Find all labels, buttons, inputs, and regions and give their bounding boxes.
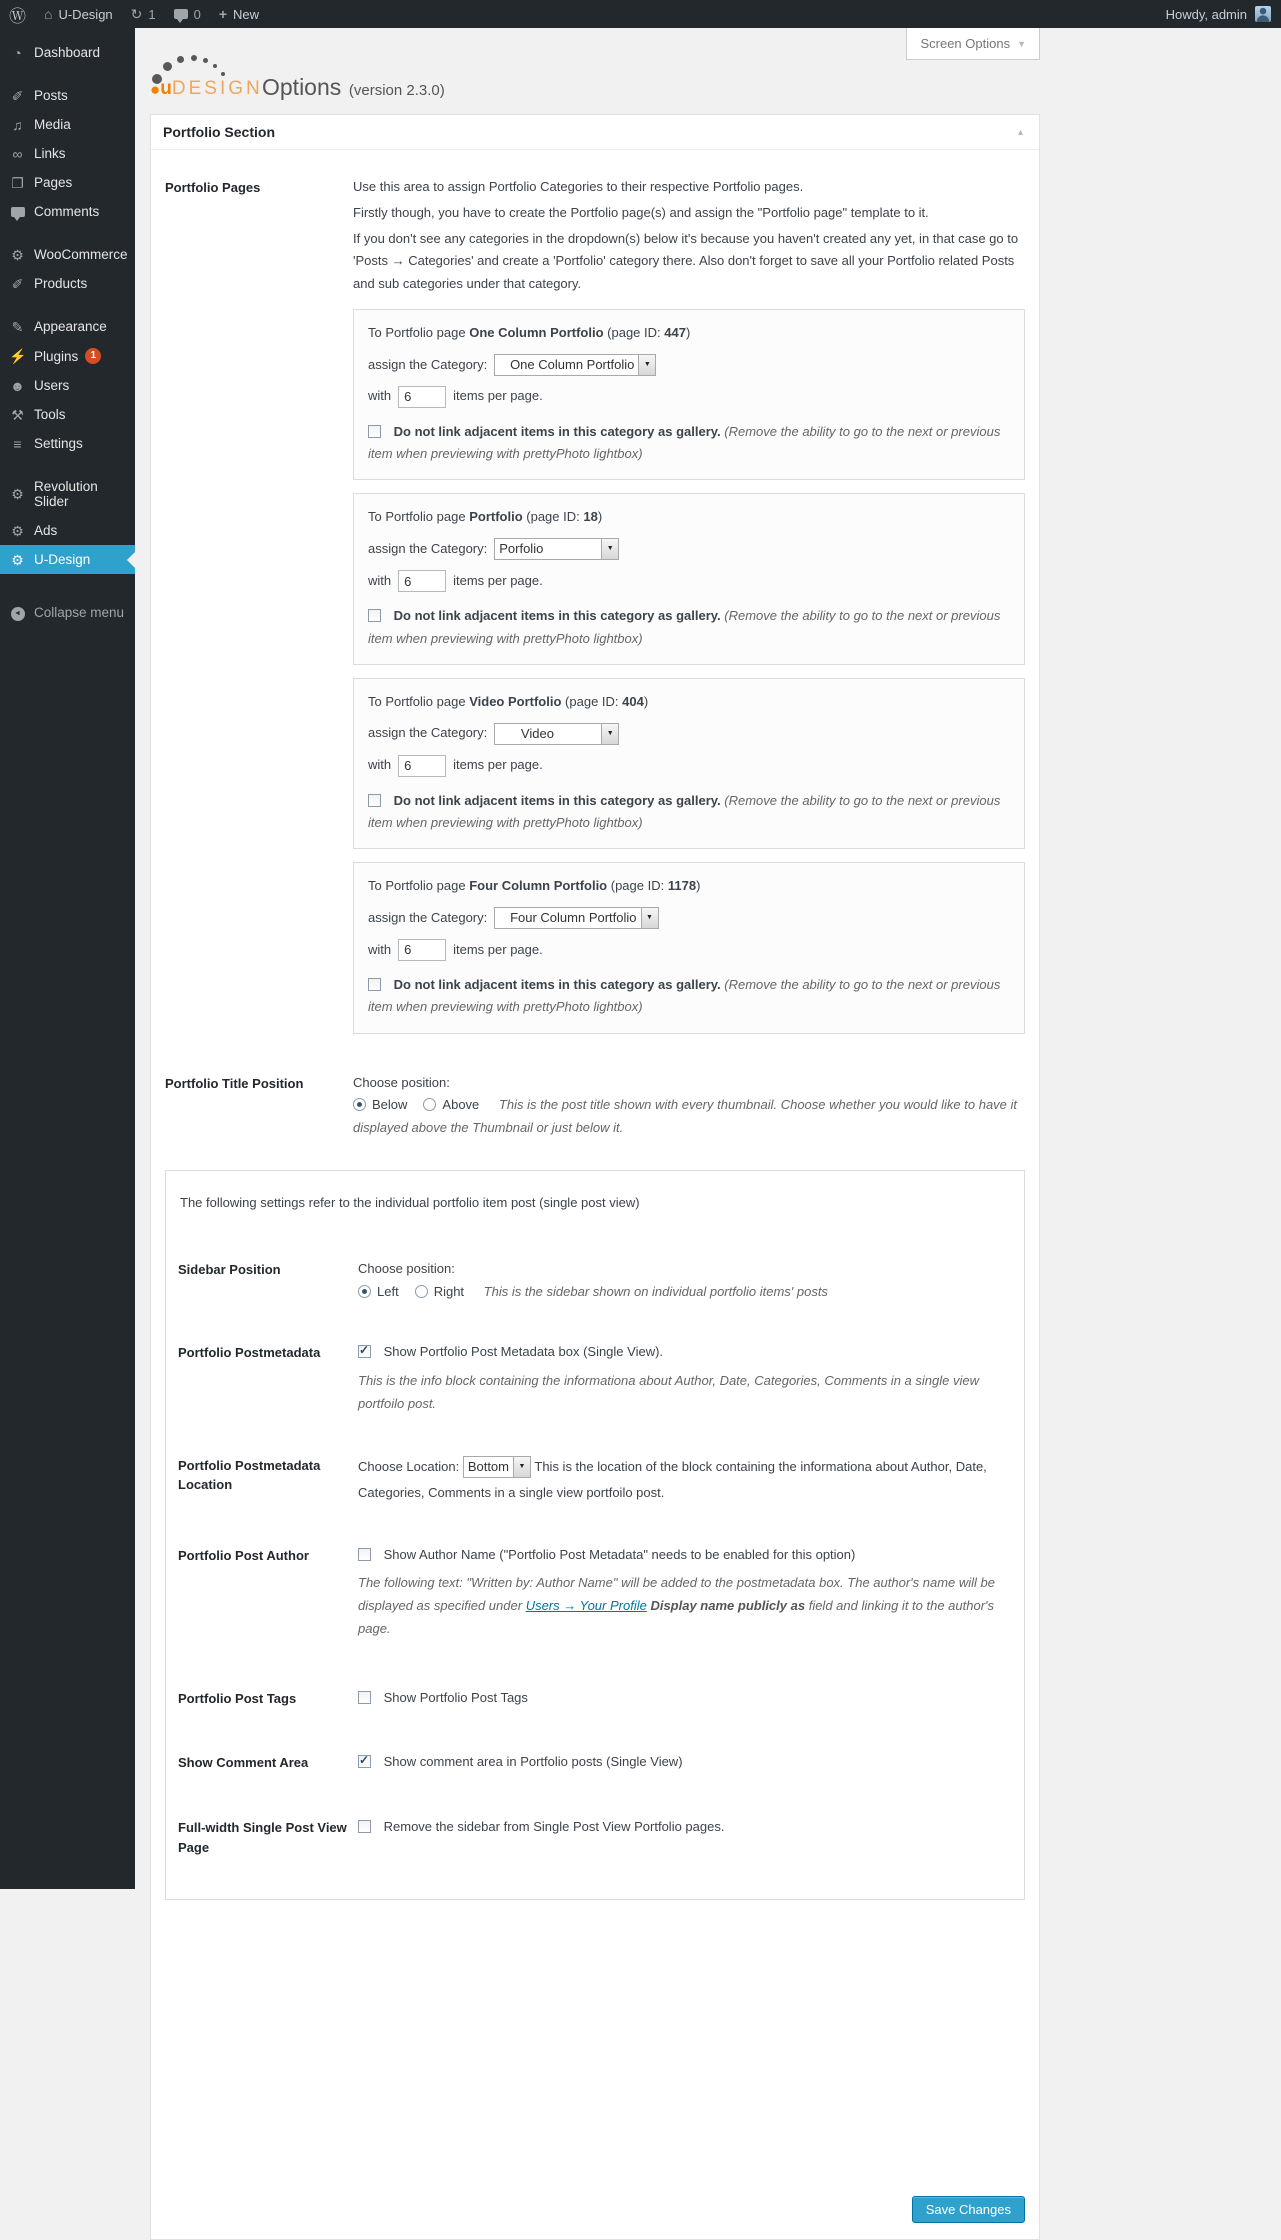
gallery-checkbox-label: Do not link adjacent items in this category as gallery. bbox=[393, 792, 721, 808]
sidebar-item-label: Plugins bbox=[34, 348, 79, 364]
gallery-checkbox-label: Do not link adjacent items in this category as gallery. bbox=[393, 608, 721, 624]
sidebar-position-options bbox=[358, 1281, 1024, 1304]
gallery-option-line bbox=[368, 974, 1010, 1018]
choose-position-label: Choose position: bbox=[358, 1260, 455, 1276]
show-postmetadata-checkbox[interactable] bbox=[358, 1345, 371, 1358]
pages-icon: ❐ bbox=[11, 174, 24, 191]
show-comments-label: Show comment area in Portfolio posts (Single View) bbox=[383, 1754, 683, 1770]
select-value: Four Column Portfolio bbox=[499, 910, 637, 926]
show-postmetadata-label: Show Portfolio Post Metadata box (Single View). bbox=[383, 1344, 664, 1360]
items-per-page-input[interactable] bbox=[398, 939, 446, 961]
sidebar-item-label: Appearance bbox=[34, 319, 107, 334]
items-per-page-input[interactable] bbox=[398, 386, 446, 408]
box-close-paren: ) bbox=[696, 878, 701, 894]
collapse-panel-icon[interactable]: ▴ bbox=[1017, 126, 1023, 138]
show-tags-checkbox[interactable] bbox=[358, 1691, 371, 1704]
remove-sidebar-checkbox[interactable] bbox=[358, 1820, 371, 1833]
portfolio-section-panel bbox=[150, 114, 1040, 2240]
gallery-checkbox-note: (Remove the ability to go to the next or previous item when previewing with prettyPhoto lightbox) bbox=[368, 792, 1001, 830]
users-profile-link[interactable]: Users → Your Profile bbox=[525, 1598, 647, 1613]
comments-count: 0 bbox=[193, 6, 201, 22]
box-page-id-label: (page ID: bbox=[607, 324, 661, 340]
save-row bbox=[151, 2196, 1039, 2223]
gear-icon: ⚙ bbox=[11, 522, 24, 539]
box-title bbox=[368, 691, 1010, 714]
plus-icon: + bbox=[218, 6, 228, 22]
row-content bbox=[358, 1341, 1024, 1415]
sidebar-item-label: Dashboard bbox=[34, 45, 101, 60]
gallery-link-checkbox[interactable] bbox=[368, 978, 381, 991]
user-icon: ☻ bbox=[10, 377, 25, 394]
select-arrow-icon: ▼ bbox=[638, 355, 655, 375]
items-per-page-input[interactable] bbox=[398, 570, 446, 592]
radio-below[interactable] bbox=[353, 1098, 366, 1111]
site-link[interactable] bbox=[35, 0, 122, 28]
items-label: items per page. bbox=[453, 388, 543, 404]
chain-icon: ∞ bbox=[12, 145, 23, 162]
box-title-prefix: To Portfolio page bbox=[368, 693, 466, 709]
sidebar-item-label: Comments bbox=[34, 204, 100, 219]
panel-title: Portfolio Section bbox=[163, 124, 275, 140]
page-header bbox=[150, 52, 1281, 100]
gallery-checkbox-note: (Remove the ability to go to the next or previous item when previewing with prettyPhoto lightbox) bbox=[368, 977, 1001, 1015]
media-icon: ♫ bbox=[12, 116, 23, 133]
category-select[interactable] bbox=[494, 723, 619, 745]
single-post-settings-box bbox=[165, 1170, 1025, 1900]
box-close-paren: ) bbox=[597, 509, 603, 525]
sidebar-item-u-design[interactable] bbox=[0, 545, 135, 574]
gallery-checkbox-label: Do not link adjacent items in this category as gallery. bbox=[393, 424, 721, 439]
gallery-checkbox-note: (Remove the ability to go to the next or previous item when previewing with prettyPhoto lightbox) bbox=[368, 424, 1001, 462]
menu-separator bbox=[0, 226, 135, 240]
post-author-option bbox=[358, 1544, 1024, 1567]
sidebar-item-posts[interactable] bbox=[0, 81, 135, 110]
box-title bbox=[368, 506, 1010, 529]
select-arrow-icon: ▼ bbox=[641, 908, 658, 928]
portfolio-page-box-portfolio bbox=[353, 493, 1025, 664]
items-label: items per page. bbox=[453, 941, 543, 957]
sidebar-item-plugins[interactable] bbox=[0, 341, 135, 371]
with-label: with bbox=[368, 757, 392, 773]
logo-text bbox=[150, 79, 263, 98]
choose-position-label: Choose position: bbox=[353, 1074, 450, 1090]
row-content bbox=[358, 1258, 1024, 1304]
comment-area-row bbox=[166, 1751, 1024, 1774]
sidebar-item-ads[interactable] bbox=[0, 516, 135, 545]
box-page-id: 404 bbox=[622, 693, 644, 709]
with-label: with bbox=[368, 572, 392, 588]
collapse-menu-button[interactable] bbox=[0, 596, 135, 628]
gallery-checkbox-label: Do not link adjacent items in this category as gallery. bbox=[393, 977, 721, 993]
box-close-paren: ) bbox=[685, 324, 691, 340]
sidebar-item-label: Settings bbox=[34, 436, 83, 451]
admin-content bbox=[135, 28, 1281, 2217]
post-author-row bbox=[166, 1544, 1024, 1641]
comment-bubble-icon bbox=[9, 205, 26, 219]
row-content bbox=[353, 1072, 1025, 1140]
items-label: items per page. bbox=[453, 572, 543, 588]
sidebar-item-pages[interactable] bbox=[0, 168, 135, 197]
sidebar-item-tools[interactable] bbox=[0, 400, 135, 429]
category-select[interactable] bbox=[494, 354, 656, 376]
page-title: Options bbox=[262, 73, 342, 100]
radio-above[interactable] bbox=[423, 1098, 436, 1111]
row-content bbox=[358, 1687, 1024, 1710]
row-label: Portfolio Postmetadata Location bbox=[178, 1457, 321, 1492]
assign-label: assign the Category: bbox=[368, 725, 488, 741]
postmetadata-row bbox=[166, 1341, 1024, 1415]
select-value: Video bbox=[499, 725, 554, 741]
gallery-option-line bbox=[368, 421, 1010, 465]
author-note-text: field and linking it to the author's page. bbox=[358, 1598, 995, 1636]
wordpress-menu[interactable] bbox=[0, 0, 35, 28]
page-version: (version 2.3.0) bbox=[348, 81, 445, 99]
row-content bbox=[358, 1454, 1024, 1506]
row-content bbox=[353, 176, 1025, 1034]
post-author-note bbox=[358, 1572, 1024, 1640]
wrench-icon: ⚒ bbox=[11, 406, 24, 423]
gear-icon: ⚙ bbox=[11, 246, 24, 263]
row-content bbox=[358, 1544, 1024, 1641]
box-page-id: 1178 bbox=[667, 878, 697, 894]
portfolio-pages-row bbox=[151, 176, 1039, 1034]
show-tags-label: Show Portfolio Post Tags bbox=[383, 1689, 528, 1705]
items-per-page-line bbox=[368, 570, 1010, 593]
box-page-id: 18 bbox=[583, 509, 598, 525]
sidebar-item-label: Collapse menu bbox=[34, 604, 125, 620]
display-name-bold: Display name publicly as bbox=[650, 1598, 806, 1613]
sidebar-item-label: U-Design bbox=[34, 552, 91, 567]
single-post-intro: The following settings refer to the individual portfolio item post (single post view) bbox=[180, 1194, 640, 1210]
check-icon: ✓ bbox=[359, 1343, 370, 1358]
category-line bbox=[368, 722, 1010, 745]
sidebar-item-label: Users bbox=[34, 378, 70, 393]
box-page-name: Portfolio bbox=[469, 509, 523, 525]
intro-paragraph: Use this area to assign Portfolio Categories to their respective Portfolio pages. bbox=[353, 179, 804, 194]
logo-bullet: ● bbox=[150, 80, 161, 99]
new-content-menu[interactable] bbox=[210, 0, 268, 28]
logo-dot bbox=[203, 58, 208, 63]
author-note-text: The following text: "Written by: Author Name" will be added to the postmetadata box. The author's name will be displayed as specified under bbox=[358, 1575, 995, 1613]
sidebar-item-label: Products bbox=[34, 276, 88, 291]
gallery-option-line bbox=[368, 790, 1010, 834]
sidebar-position-row bbox=[166, 1258, 1024, 1304]
select-value: One Column Portfolio bbox=[499, 356, 635, 372]
choose-location-label: Choose Location: bbox=[358, 1458, 460, 1474]
box-page-name: Video Portfolio bbox=[469, 693, 562, 709]
category-line bbox=[368, 354, 1010, 377]
assign-label: assign the Category: bbox=[368, 356, 488, 372]
new-label: New bbox=[233, 6, 260, 22]
sidebar-item-label: WooCommerce bbox=[34, 247, 128, 262]
pushpin-icon: ✐ bbox=[11, 87, 24, 104]
sidebar-item-products[interactable] bbox=[0, 269, 135, 298]
box-close-paren: ) bbox=[643, 693, 649, 709]
radio-right[interactable] bbox=[415, 1285, 428, 1298]
postmetadata-option bbox=[358, 1341, 1024, 1364]
select-arrow-icon: ▼ bbox=[513, 1457, 530, 1477]
sidebar-position-note: This is the sidebar shown on individual portfolio items' posts bbox=[483, 1283, 828, 1299]
box-title-prefix: To Portfolio page bbox=[368, 324, 466, 340]
box-title-prefix: To Portfolio page bbox=[368, 878, 466, 894]
box-title bbox=[368, 875, 1010, 898]
menu-separator bbox=[0, 458, 135, 472]
updates-icon: ↻ bbox=[130, 6, 143, 22]
updates-count: 1 bbox=[148, 6, 156, 22]
row-label: Portfolio Postmetadata bbox=[178, 1345, 321, 1361]
assign-label: assign the Category: bbox=[368, 540, 488, 556]
sidebar-item-label: Revolution Slider bbox=[34, 479, 98, 509]
logo-dot bbox=[221, 72, 225, 76]
intro-paragraph: If you don't see any categories in the dropdown(s) below it's because you haven't created any yet, in that case go to 'Posts → Categories' and create a 'Portfolio' category there. Also don't forget to save all your Portfolio related Posts and sub categories under that category. bbox=[353, 230, 1019, 291]
select-value: Bottom bbox=[467, 1459, 509, 1475]
remove-sidebar-label: Remove the sidebar from Single Post View Portfolio pages. bbox=[383, 1819, 725, 1834]
box-page-id-label: (page ID: bbox=[565, 693, 619, 709]
radio-below-label: Below bbox=[372, 1097, 408, 1113]
box-title bbox=[368, 322, 1010, 345]
radio-right-label: Right bbox=[433, 1283, 465, 1299]
plugins-update-badge: 1 bbox=[85, 348, 101, 364]
box-page-id-label: (page ID: bbox=[526, 509, 580, 525]
box-title-prefix: To Portfolio page bbox=[368, 509, 466, 525]
box-page-id: 447 bbox=[664, 324, 686, 340]
logo-dot bbox=[191, 55, 197, 61]
menu-separator bbox=[0, 67, 135, 81]
sidebar-item-label: Media bbox=[34, 117, 71, 132]
items-per-page-line bbox=[368, 385, 1010, 408]
udesign-logo bbox=[150, 52, 263, 100]
plug-icon: ⚡ bbox=[9, 348, 27, 364]
category-select[interactable] bbox=[494, 907, 658, 929]
chevron-down-icon: ▼ bbox=[1017, 38, 1026, 49]
select-arrow-icon: ▼ bbox=[601, 724, 618, 744]
row-label: Portfolio Post Tags bbox=[178, 1690, 297, 1706]
sidebar-item-dashboard[interactable] bbox=[0, 38, 135, 67]
location-select[interactable] bbox=[463, 1456, 531, 1478]
home-icon: ⌂ bbox=[44, 6, 53, 22]
save-changes-button[interactable]: Save Changes bbox=[912, 2196, 1025, 2223]
user-avatar[interactable] bbox=[1255, 6, 1271, 22]
title-position-note: This is the post title shown with every thumbnail. Choose whether you would like to have it displayed above the Thumbnail or just below it. bbox=[353, 1097, 1018, 1135]
comments-link[interactable] bbox=[165, 0, 210, 28]
pushpin-icon: ✐ bbox=[11, 275, 24, 292]
sidebar-item-label: Posts bbox=[34, 88, 68, 103]
category-select[interactable] bbox=[494, 538, 619, 560]
radio-left-label: Left bbox=[377, 1283, 399, 1299]
row-content bbox=[358, 1751, 1024, 1774]
comments-bubble-icon bbox=[174, 9, 188, 19]
sidebar-item-revolution-slider[interactable] bbox=[0, 472, 135, 516]
check-icon: ✓ bbox=[359, 1753, 370, 1768]
gallery-link-checkbox[interactable] bbox=[368, 425, 381, 438]
sidebar-item-label: Links bbox=[34, 146, 66, 161]
collapse-arrow-icon: ◄ bbox=[9, 603, 26, 621]
title-position-row bbox=[151, 1072, 1039, 1140]
assign-label: assign the Category: bbox=[368, 909, 488, 925]
row-label: Portfolio Post Author bbox=[178, 1547, 309, 1563]
post-tags-row bbox=[166, 1687, 1024, 1710]
select-arrow-icon: ▼ bbox=[601, 539, 618, 559]
fullwidth-row bbox=[166, 1816, 1024, 1857]
portfolio-page-box-video bbox=[353, 678, 1025, 849]
radio-left[interactable] bbox=[358, 1285, 371, 1298]
row-label: Sidebar Position bbox=[178, 1261, 281, 1277]
screen-options-tab[interactable] bbox=[906, 28, 1040, 60]
postmetadata-note: This is the info block containing the informationa about Author, Date, Categories, Comments in a single view portfoilo post. bbox=[358, 1373, 979, 1411]
sidebar-item-users[interactable] bbox=[0, 371, 135, 400]
updates-link[interactable] bbox=[122, 0, 165, 28]
panel-header[interactable] bbox=[151, 115, 1039, 150]
gallery-option-line bbox=[368, 605, 1010, 649]
sidebar-item-label: Ads bbox=[34, 523, 58, 538]
logo-u: u bbox=[160, 78, 172, 99]
menu-separator bbox=[0, 298, 135, 312]
with-label: with bbox=[368, 941, 392, 957]
items-per-page-input[interactable] bbox=[398, 755, 446, 777]
radio-above-label: Above bbox=[442, 1097, 480, 1113]
row-label: Full-width Single Post View Page bbox=[178, 1820, 347, 1855]
sliders-icon: ≡ bbox=[13, 435, 22, 452]
logo-dot bbox=[177, 56, 184, 63]
row-label: Portfolio Title Position bbox=[165, 1075, 304, 1091]
category-line bbox=[368, 907, 1010, 930]
gear-icon: ⚙ bbox=[11, 486, 24, 502]
gear-icon: ⚙ bbox=[11, 551, 24, 568]
items-per-page-line bbox=[368, 754, 1010, 777]
admin-bar bbox=[0, 0, 1281, 28]
site-name: U-Design bbox=[58, 6, 113, 22]
brush-icon: ✎ bbox=[11, 318, 24, 335]
logo-dot bbox=[213, 64, 217, 68]
show-author-label: Show Author Name ("Portfolio Post Metadata" needs to be enabled for this option) bbox=[383, 1546, 856, 1562]
sidebar-item-settings[interactable] bbox=[0, 429, 135, 458]
title-position-options bbox=[353, 1094, 1025, 1140]
row-label: Show Comment Area bbox=[178, 1755, 309, 1771]
sidebar-item-media[interactable] bbox=[0, 110, 135, 139]
postmetadata-location-row bbox=[166, 1454, 1024, 1506]
select-value: Porfolio bbox=[499, 541, 544, 557]
dashboard-icon: ◔ bbox=[13, 44, 22, 61]
sidebar-item-label: Pages bbox=[34, 175, 73, 190]
screen-options-label: Screen Options bbox=[920, 36, 1011, 51]
items-per-page-line bbox=[368, 939, 1010, 962]
items-label: items per page. bbox=[453, 757, 543, 773]
show-comments-checkbox[interactable] bbox=[358, 1755, 371, 1768]
sidebar-item-links[interactable] bbox=[0, 139, 135, 168]
location-note: This is the location of the block containing the informationa about Author, Date, Categories, Comments in a single view portfoilo post. bbox=[358, 1458, 987, 1500]
gallery-checkbox-note: (Remove the ability to go to the next or previous item when previewing with prettyPhoto lightbox) bbox=[368, 608, 1001, 646]
intro-paragraph: Firstly though, you have to create the Portfolio page(s) and assign the "Portfolio page" template to it. bbox=[353, 204, 929, 220]
with-label: with bbox=[368, 388, 392, 404]
howdy-text[interactable]: Howdy, admin bbox=[1165, 6, 1247, 22]
page-title-wrap bbox=[262, 75, 445, 100]
row-label: Portfolio Pages bbox=[165, 180, 261, 195]
row-content bbox=[358, 1816, 1024, 1857]
sidebar-item-comments[interactable] bbox=[0, 197, 135, 226]
box-page-name: One Column Portfolio bbox=[469, 324, 604, 340]
wordpress-logo-icon: Ⓦ bbox=[9, 6, 26, 26]
sidebar-item-appearance[interactable] bbox=[0, 312, 135, 341]
logo-dot bbox=[163, 62, 172, 71]
sidebar-item-woocommerce[interactable] bbox=[0, 240, 135, 269]
gallery-link-checkbox[interactable] bbox=[368, 794, 381, 807]
gallery-link-checkbox[interactable] bbox=[368, 609, 381, 622]
sidebar-item-label: Tools bbox=[34, 407, 66, 422]
admin-sidebar bbox=[0, 28, 135, 1889]
show-author-checkbox[interactable] bbox=[358, 1548, 371, 1561]
portfolio-page-box-four-column bbox=[353, 862, 1025, 1033]
box-page-id-label: (page ID: bbox=[610, 878, 665, 894]
box-page-name: Four Column Portfolio bbox=[469, 878, 608, 894]
portfolio-page-box-one-column bbox=[353, 309, 1025, 480]
category-line bbox=[368, 538, 1010, 561]
logo-design: DESIGN bbox=[171, 78, 263, 99]
